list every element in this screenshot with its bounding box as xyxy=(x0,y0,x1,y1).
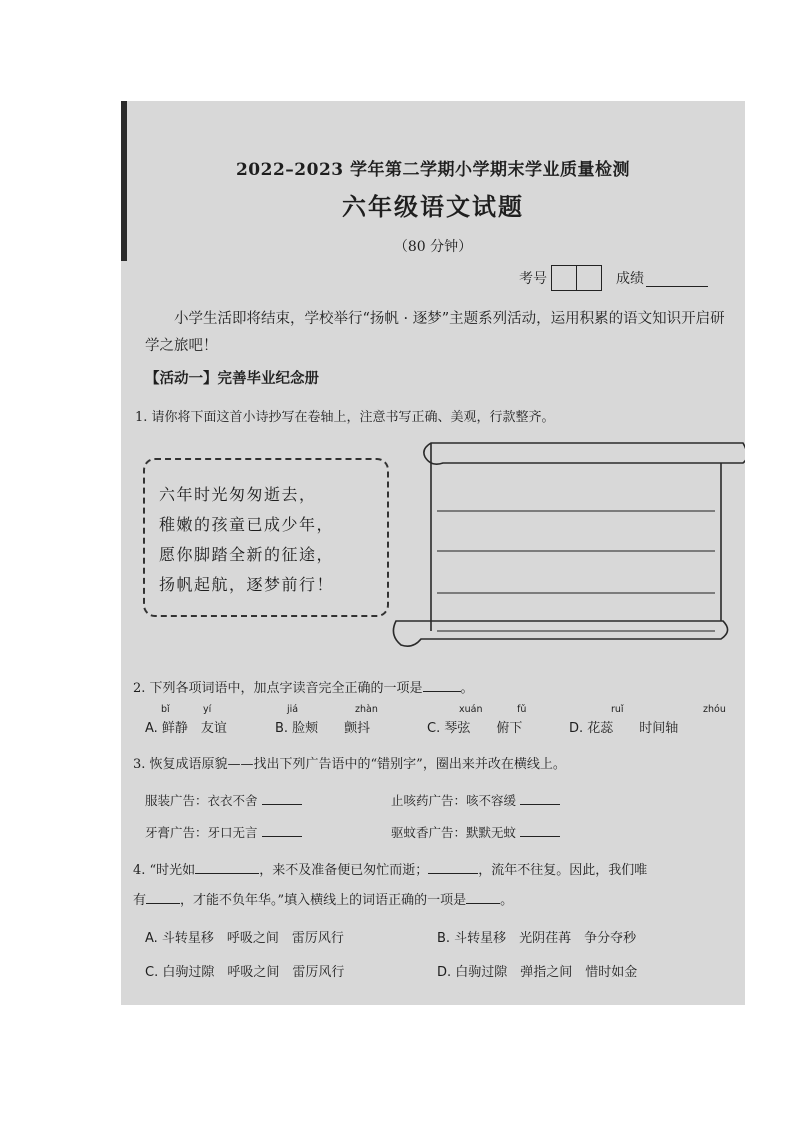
question-1: 1. 请你将下面这首小诗抄写在卷轴上，注意书写正确、美观，行款整齐。 xyxy=(135,410,555,425)
q4-blank-3[interactable] xyxy=(146,889,180,904)
ad-clothing-text: 服装广告：衣衣不舍 xyxy=(145,793,258,808)
pinyin-3: jiá xyxy=(287,704,299,715)
ad-toothpaste-text: 牙膏广告：牙口无言 xyxy=(145,825,258,840)
q4-blank-1[interactable] xyxy=(195,859,259,874)
q4-option-a[interactable]: A. 斗转星移 呼吸之间 雷厉风行 xyxy=(145,931,344,946)
q4-option-b[interactable]: B. 斗转星移 光阴荏苒 争分夺秒 xyxy=(437,931,637,946)
question-4-line1 xyxy=(133,859,647,878)
question-2-text: 2. 下列各项词语中，加点字读音完全正确的一项是 xyxy=(133,681,423,696)
exam-duration: （80 分钟） xyxy=(393,239,473,255)
q4-part5: ，才能不负年华。”填入横线上的词语正确的一项是 xyxy=(180,893,467,908)
ad-toothpaste xyxy=(145,822,302,841)
exam-title-line1: 2022–2023 学年第二学期小学期末学业质量检测 xyxy=(235,160,631,180)
exam-title-line2: 六年级语文试题 xyxy=(342,192,524,221)
q2-option-a[interactable]: A. 鲜静 友谊 xyxy=(145,721,227,736)
pinyin-2: yí xyxy=(203,704,212,715)
ad-clothing xyxy=(145,790,302,809)
pinyin-8: zhóu xyxy=(703,704,726,715)
question-2-stem xyxy=(133,677,474,696)
intro-paragraph: 小学生活即将结束，学校举行“扬帆 · 逐梦”主题系列活动，运用积累的语文知识开启研学之旅吧！ xyxy=(145,311,725,354)
ad-mosquito-blank[interactable] xyxy=(520,822,560,837)
q4-blank-2[interactable] xyxy=(428,859,478,874)
q2-option-c[interactable]: C. 琴弦 俯下 xyxy=(427,721,523,736)
pinyin-7: ruǐ xyxy=(611,704,624,715)
exam-no-label: 考号 xyxy=(519,271,547,287)
ad-cough xyxy=(391,790,560,809)
poem-line-3: 愿你脚踏全新的征途， xyxy=(159,545,335,564)
q4-answer-blank[interactable] xyxy=(466,889,500,904)
ad-clothing-blank[interactable] xyxy=(262,790,302,805)
question-3: 3. 恢复成语原貌——找出下列广告语中的“错别字”，圈出来并改在横线上。 xyxy=(133,757,566,772)
ad-cough-text: 止咳药广告：咳不容缓 xyxy=(391,793,517,808)
pinyin-5: xuán xyxy=(459,704,483,715)
score-label: 成绩 xyxy=(616,271,644,287)
poem-line-2: 稚嫩的孩童已成少年， xyxy=(159,515,335,534)
pinyin-4: zhàn xyxy=(355,704,378,715)
ad-mosquito-text: 驱蚊香广告：默默无蚊 xyxy=(391,825,517,840)
q4-part2: ，来不及准备便已匆忙而逝； xyxy=(259,863,429,878)
ad-mosquito xyxy=(391,822,560,841)
q4-option-d[interactable]: D. 白驹过隙 弹指之间 惜时如金 xyxy=(437,965,638,980)
exam-paper xyxy=(121,101,745,1005)
q4-part1: 4. “时光如 xyxy=(133,863,196,878)
q2-option-b[interactable]: B. 脸颊 颤抖 xyxy=(275,721,371,736)
q4-part3: ，流年不往复。因此，我们唯 xyxy=(478,863,648,878)
question-4-line2 xyxy=(133,889,513,908)
q4-part6: 。 xyxy=(500,893,514,908)
q4-part4: 有 xyxy=(133,893,147,908)
ad-cough-blank[interactable] xyxy=(520,790,560,805)
poem-line-4: 扬帆起航，逐梦前行！ xyxy=(159,575,335,594)
question-2-end: 。 xyxy=(460,681,474,696)
q4-option-c[interactable]: C. 白驹过隙 呼吸之间 雷厉风行 xyxy=(145,965,345,980)
q2-answer-blank[interactable] xyxy=(423,677,461,692)
pinyin-6: fǔ xyxy=(517,704,527,715)
q2-option-d[interactable]: D. 花蕊 时间轴 xyxy=(569,721,679,736)
poem-line-1: 六年时光匆匆逝去， xyxy=(159,485,317,504)
ad-toothpaste-blank[interactable] xyxy=(262,822,302,837)
pinyin-1: bǐ xyxy=(161,704,170,715)
activity1-title: 【活动一】完善毕业纪念册 xyxy=(145,370,319,387)
